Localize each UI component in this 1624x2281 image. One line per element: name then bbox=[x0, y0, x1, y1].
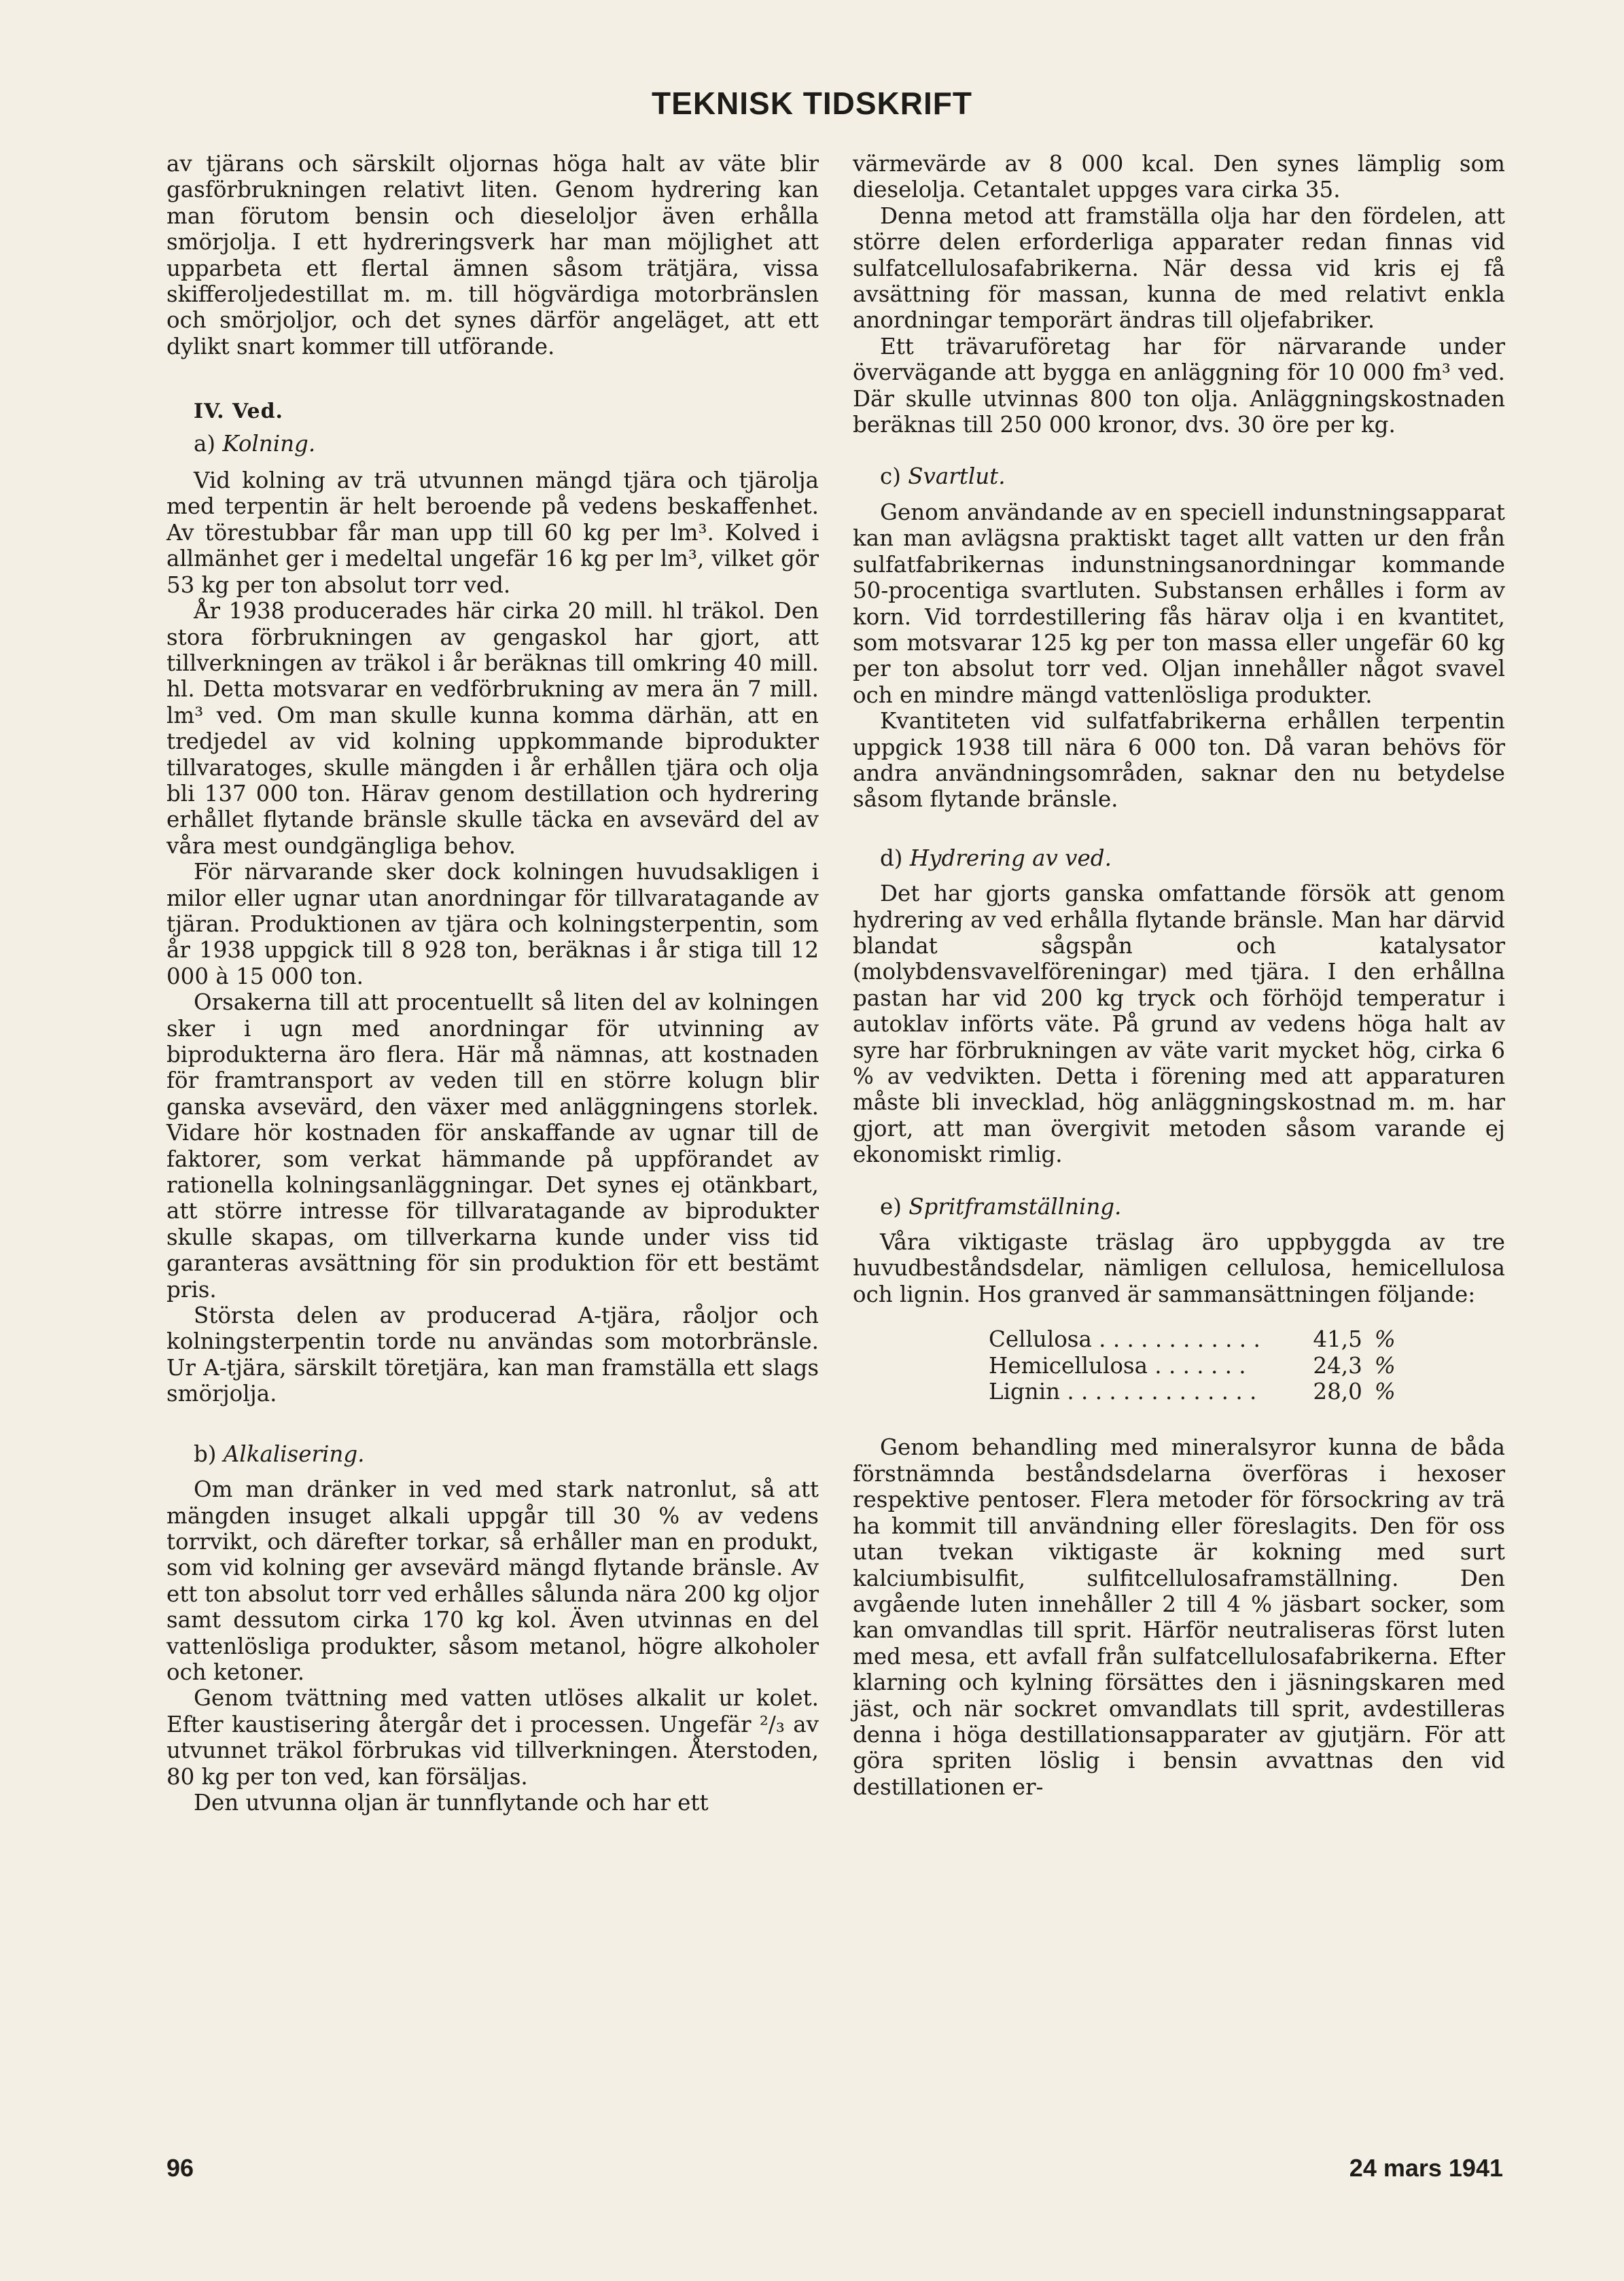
component-unit: % bbox=[1374, 1379, 1396, 1405]
subsection-heading: b) Alkalisering. bbox=[194, 1440, 365, 1467]
component-value: 41,5 bbox=[1313, 1326, 1362, 1353]
component-value: 28,0 bbox=[1313, 1379, 1362, 1405]
table-row bbox=[989, 1379, 1396, 1404]
paragraph: Genom användande av en speciell indunstningsapparat kan man avlägsna praktiskt taget allt vatten ur den från sulfatfabrikernas indunstningsanordningar kommande 50-procentiga svartluten. Substansen erhålles i form av korn. Vid torrdestillering fås härav olja i en kvantitet, som motsvarar 125 kg per ton massa eller ungefär 60 kg per ton absolut torr ved. Oljan innehåller något svavel och en mindre mängd vattenlösliga produkter. bbox=[853, 499, 1505, 708]
left-column bbox=[166, 151, 819, 1816]
component-unit: % bbox=[1374, 1352, 1396, 1379]
component-name: Lignin . . . . . . . . . . . . . . bbox=[989, 1379, 1257, 1405]
paragraph: För närvarande sker dock kolningen huvudsakligen i milor eller ugnar utan anordningar för tillvaratagande av tjäran. Produktionen av tjära och kolningsterpentin, som år 1938 uppgick till 8 928 ton, beräknas i år stiga till 12 000 à 15 000 ton. bbox=[166, 859, 819, 989]
paragraph: Orsakerna till att procentuellt så liten del av kolningen sker i ugn med anordningar för utvinning av biprodukterna äro flera. Här må nämnas, att kostnaden för framtransport av veden till en större kolugn blir ganska avsevärd, den växer med anläggningens storlek. Vidare hör kostnaden för anskaffande av ugnar till de faktorer, som verkat hämmande på uppförandet av rationella kolningsanläggningar. Det synes ej otänkbart, att större intresse för tillvaratagande av biprodukter skulle skapas, om tillverkarna kunde under viss tid garanteras avsättning för sin produktion för ett bestämt pris. bbox=[166, 989, 819, 1303]
paragraph: Om man dränker in ved med stark natronlut, så att mängden insuget alkali uppgår till 30 % av vedens torrvikt, och därefter torkar, så erhåller man en produkt, som vid kolning ger avsevärd mängd flytande bränsle. Av ett ton absolut torr ved erhålles sålunda nära 200 kg oljor samt dessutom cirka 170 kg kol. Även utvinnas en del vattenlösliga produkter, såsom metanol, högre alkoholer och ketoner. bbox=[166, 1477, 819, 1685]
paragraph: Största delen av producerad A-tjära, råoljor och kolningsterpentin torde nu användas som motorbränsle. Ur A-tjära, särskilt töretjära, kan man framställa ett slags smörjolja. bbox=[166, 1303, 819, 1407]
right-column bbox=[853, 151, 1505, 1800]
paragraph: värmevärde av 8 000 kcal. Den synes lämplig som dieselolja. Cetantalet uppges vara cirka 35. bbox=[853, 151, 1505, 203]
paragraph: År 1938 producerades här cirka 20 mill. hl träkol. Den stora förbrukningen av gengaskol har gjort, att tillverkningen av träkol i år beräknas till omkring 40 mill. hl. Detta motsvarar en vedförbrukning av mera än 7 mill. lm³ ved. Om man skulle kunna komma därhän, att en tredjedel av vid kolning uppkommande biprodukter tillvaratoges, skulle mängden i år erhållen tjära och olja bli 137 000 ton. Härav genom destillation och hydrering erhållet flytande bränsle skulle täcka en avsevärd del av våra mest oundgängliga behov. bbox=[166, 598, 819, 859]
paragraph: Genom behandling med mineralsyror kunna de båda förstnämnda beståndsdelarna överföras i hexoser respektive pentoser. Flera metoder för försockring av trä ha kommit till användning eller föreslagits. Den för oss utan tvekan viktigaste är kokning med surt kalciumbisulfit, sulfitcellulosaframställning. Den avgående luten innehåller 2 till 4 % jäsbart socker, som kan omvandlas till sprit. Härför neutraliseras först luten med mesa, ett avfall från sulfatcellulosafabrikerna. Efter klarning och kylning försättes den i jäsningskaren med jäst, och när sockret omvandlats till sprit, avdestilleras denna i höga destillationsapparater av gjutjärn. För att göra spriten löslig i bensin avvattnas den vid destillationen er- bbox=[853, 1434, 1505, 1800]
composition-table bbox=[989, 1326, 1396, 1404]
component-unit: % bbox=[1374, 1326, 1396, 1353]
component-name: Cellulosa . . . . . . . . . . . . bbox=[989, 1326, 1260, 1353]
paragraph: av tjärans och särskilt oljornas höga halt av väte blir gasförbrukningen relativt liten. Genom hydrering kan man förutom bensin och dieseloljor även erhålla smörjolja. I ett hydreringsverk har man möjlighet att upparbeta ett flertal ämnen såsom trätjära, vissa skifferoljedestillat m. m. till högvärdiga motorbränslen och smörjoljor, och det synes därför angeläget, att ett dylikt snart kommer till utförande. bbox=[166, 151, 819, 359]
subsection-heading: a) Kolning. bbox=[194, 430, 316, 457]
component-value: 24,3 bbox=[1313, 1352, 1362, 1379]
subsection-heading: e) Spritframställning. bbox=[880, 1193, 1122, 1220]
table-row bbox=[989, 1353, 1396, 1379]
paragraph: Ett trävaruföretag har för närvarande under övervägande att bygga en anläggning för 10 000 fm³ ved. Där skulle utvinnas 800 ton olja. Anläggningskostnaden beräknas till 250 000 kronor, dvs. 30 öre per kg. bbox=[853, 333, 1505, 438]
component-name: Hemicellulosa . . . . . . . bbox=[989, 1352, 1246, 1379]
table-row bbox=[989, 1326, 1396, 1352]
subsection-heading: c) Svartlut. bbox=[880, 463, 1006, 490]
paragraph: Genom tvättning med vatten utlöses alkalit ur kolet. Efter kaustisering återgår det i processen. Ungefär ²/₃ av utvunnet träkol förbrukas vid tillverkningen. Återstoden, 80 kg per ton ved, kan försäljas. bbox=[166, 1685, 819, 1790]
paragraph: Vid kolning av trä utvunnen mängd tjära och tjärolja med terpentin är helt beroende på vedens beskaffenhet. Av törestubbar får man upp till 60 kg per lm³. Kolved i allmänhet ger i medeltal ungefär 16 kg per lm³, vilket gör 53 kg per ton absolut torr ved. bbox=[166, 467, 819, 598]
paragraph: Våra viktigaste träslag äro uppbyggda av tre huvudbeståndsdelar, nämligen cellulosa, hemicellulosa och lignin. Hos granved är sammansättningen följande: bbox=[853, 1229, 1505, 1307]
paragraph: Det har gjorts ganska omfattande försök att genom hydrering av ved erhålla flytande bränsle. Man har därvid blandat sågspån och katalysator (molybdensvavelföreningar) med tjära. I den erhållna pastan har vid 200 kg tryck och förhöjd temperatur i autoklav införts väte. På grund av vedens höga halt av syre har förbrukningen av väte varit mycket hög, cirka 6 % av vedvikten. Detta i förening med att apparaturen måste bli invecklad, hög anläggningskostnad m. m. har gjort, att man övergivit metoden såsom varande ej ekonomiskt rimlig. bbox=[853, 881, 1505, 1168]
issue-date: 24 mars 1941 bbox=[1349, 2154, 1503, 2182]
paragraph: Den utvunna oljan är tunnflytande och har ett bbox=[194, 1789, 709, 1816]
masthead: TEKNISK TIDSKRIFT bbox=[652, 86, 972, 121]
section-heading: IV. Ved. bbox=[194, 400, 283, 424]
subsection-heading: d) Hydrering av ved. bbox=[880, 845, 1112, 871]
page-number: 96 bbox=[166, 2154, 194, 2182]
paragraph: Denna metod att framställa olja har den fördelen, att större delen erforderliga apparater redan finnas vid sulfatcellulosafabrikerna. När dessa vid kris ej få avsättning för massan, kunna de med relativt enkla anordningar temporärt ändras till oljefabriker. bbox=[853, 202, 1505, 334]
paragraph: Kvantiteten vid sulfatfabrikerna erhållen terpentin uppgick 1938 till nära 6 000 ton. Då varan behövs för andra användningsområden, saknar den nu betydelse såsom flytande bränsle. bbox=[853, 708, 1505, 813]
